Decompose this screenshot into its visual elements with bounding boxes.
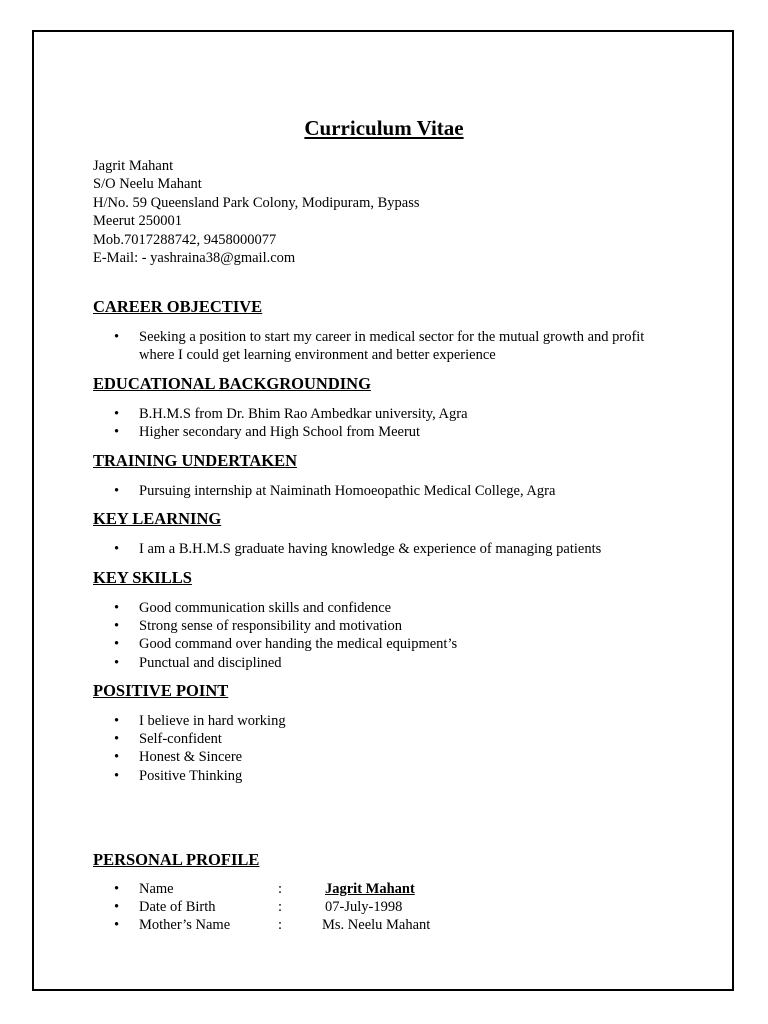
- bullet-icon: •: [114, 541, 120, 557]
- list-item: • Seeking a position to start my career in medical sector for the mutual growth and profit where I could get learning environment and better experience: [114, 329, 645, 364]
- list-item: • I believe in hard working: [114, 713, 286, 729]
- positive-point-heading: POSITIVE POINT: [93, 681, 229, 700]
- bullet-icon: •: [114, 600, 120, 616]
- contact-phone: Mob.7017288742, 9458000077: [93, 231, 277, 248]
- key-skills-list: [0, 599, 659, 672]
- training-list: [0, 482, 659, 500]
- document-title: Curriculum Vitae: [304, 116, 464, 140]
- contact-address: H/No. 59 Queensland Park Colony, Modipuram, Bypass: [93, 194, 420, 211]
- bullet-icon: •: [114, 899, 120, 915]
- key-skills-heading: KEY SKILLS: [93, 568, 192, 587]
- education-list: [0, 405, 659, 441]
- list-item: • Strong sense of responsibility and motivation: [114, 618, 402, 635]
- bullet-icon: •: [114, 731, 120, 748]
- personal-profile-heading: PERSONAL PROFILE: [93, 850, 260, 869]
- profile-label: Name: [139, 881, 174, 897]
- contact-city: Meerut 250001: [93, 213, 182, 230]
- positive-point-list: [0, 712, 659, 785]
- bullet-icon: •: [114, 618, 120, 635]
- bullet-icon: •: [114, 713, 120, 729]
- bullet-icon: •: [114, 749, 120, 766]
- list-item: • Good command over handing the medical equipment’s: [114, 636, 458, 653]
- profile-colon: :: [278, 917, 283, 933]
- bullet-icon: •: [114, 406, 120, 422]
- profile-value: Jagrit Mahant: [325, 881, 415, 897]
- contact-email: E-Mail: - yashraina38@gmail.com: [93, 250, 296, 267]
- profile-value: 07-July-1998: [325, 899, 403, 915]
- list-item: • I am a B.H.M.S graduate having knowledge & experience of managing patients: [114, 541, 602, 557]
- list-item: • Pursuing internship at Naiminath Homoeopathic Medical College, Agra: [114, 483, 556, 499]
- contact-block: [93, 157, 420, 267]
- list-item: • Positive Thinking: [114, 767, 243, 784]
- list-item: • Self-confident: [114, 731, 222, 748]
- education-heading: EDUCATIONAL BACKGROUNDING: [93, 374, 371, 393]
- career-objective-list: [0, 328, 659, 364]
- bullet-icon: •: [114, 424, 120, 441]
- bullet-icon: •: [114, 483, 120, 499]
- profile-colon: :: [278, 881, 283, 897]
- key-learning-heading: KEY LEARNING: [93, 509, 222, 528]
- contact-name: Jagrit Mahant: [93, 158, 174, 174]
- list-item: • B.H.M.S from Dr. Bhim Rao Ambedkar university, Agra: [114, 406, 468, 422]
- bullet-icon: •: [114, 881, 120, 897]
- list-item: • Punctual and disciplined: [114, 654, 282, 671]
- profile-colon: :: [278, 899, 283, 915]
- profile-label: Mother’s Name: [139, 917, 231, 933]
- bullet-icon: •: [114, 329, 120, 345]
- key-learning-list: [0, 540, 659, 558]
- list-item: • Good communication skills and confidence: [114, 600, 392, 616]
- bullet-icon: •: [114, 654, 120, 671]
- list-item: • Higher secondary and High School from Meerut: [114, 424, 421, 441]
- list-item: • Honest & Sincere: [114, 749, 243, 766]
- bullet-icon: •: [114, 917, 120, 933]
- bullet-icon: •: [114, 636, 120, 653]
- profile-label: Date of Birth: [139, 899, 216, 915]
- bullet-icon: •: [114, 767, 120, 784]
- contact-parent: S/O Neelu Mahant: [93, 176, 202, 193]
- profile-value: Ms. Neelu Mahant: [322, 917, 431, 933]
- training-heading: TRAINING UNDERTAKEN: [93, 451, 298, 470]
- career-objective-heading: CAREER OBJECTIVE: [93, 297, 263, 316]
